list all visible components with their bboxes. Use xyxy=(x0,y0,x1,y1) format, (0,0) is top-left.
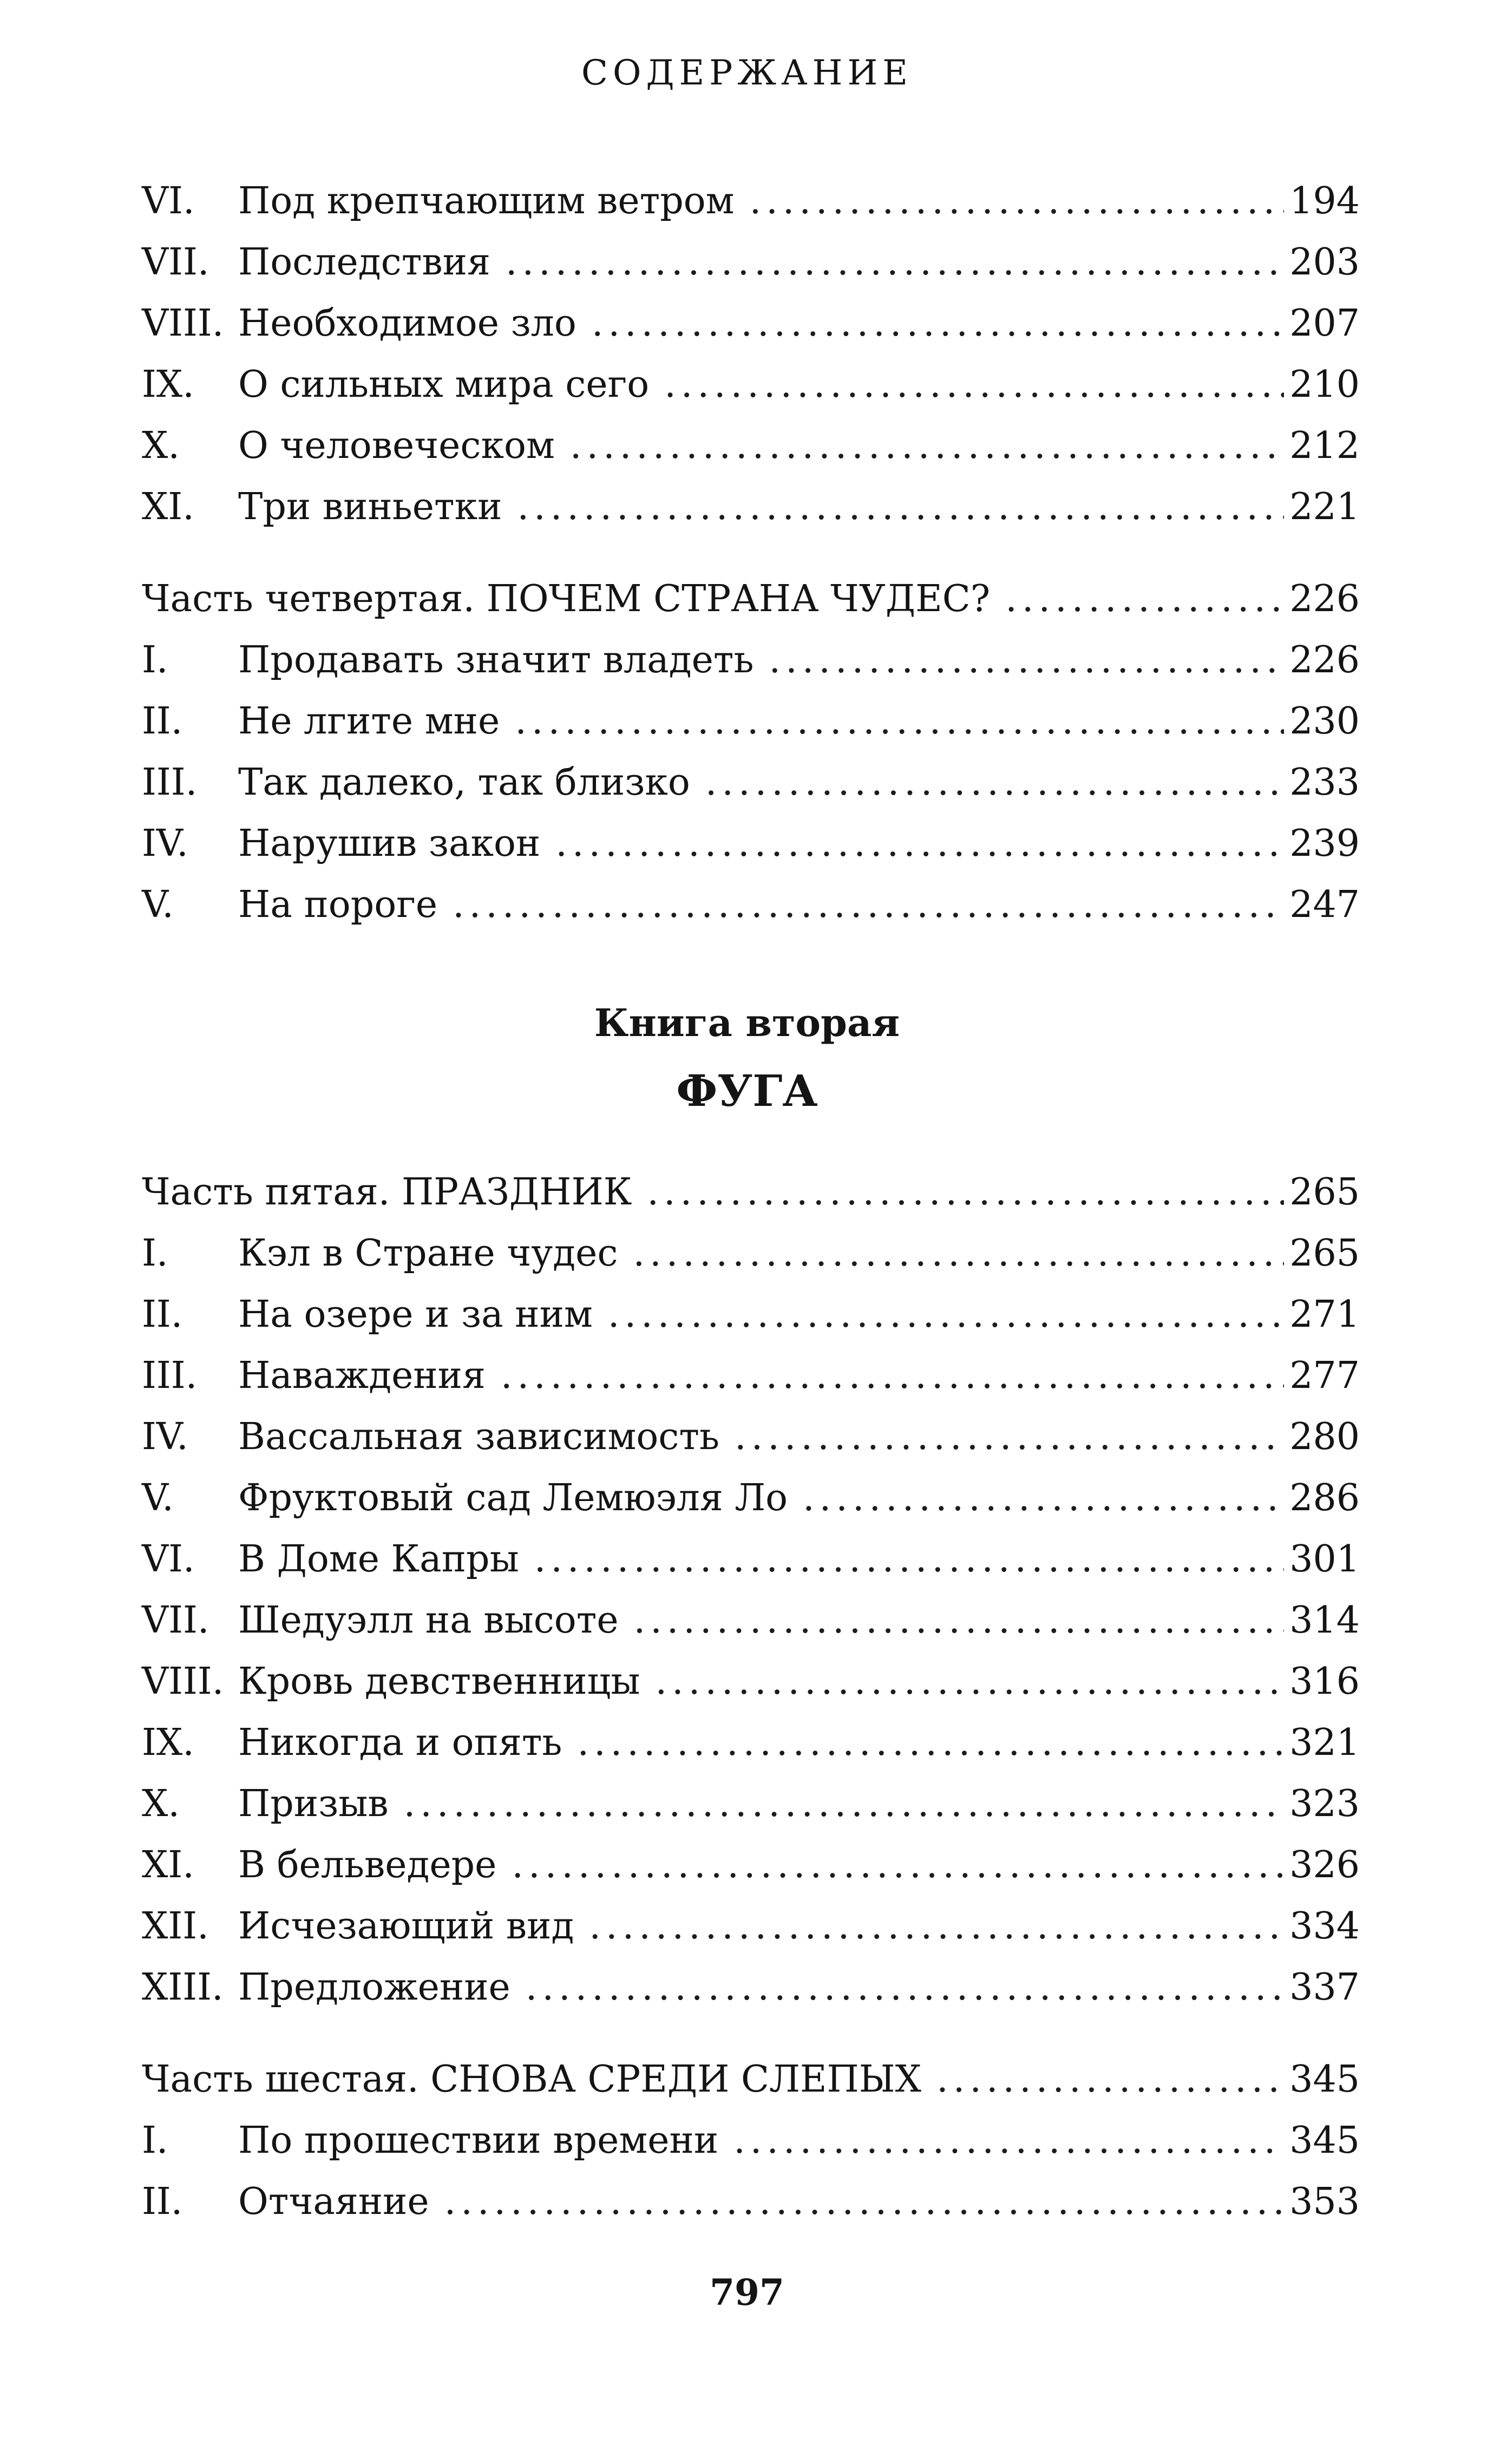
part-title: Часть шестая. СНОВА СРЕДИ СЛЕПЫХ xyxy=(142,2058,922,2101)
chapter-number: III. xyxy=(142,761,198,804)
chapter-number: II. xyxy=(142,2180,183,2223)
chapter-title: По прошествии времени xyxy=(238,2119,719,2162)
page-number: 271 xyxy=(1289,1293,1360,1336)
chapter-number: IX. xyxy=(142,1721,194,1764)
dot-leader xyxy=(647,1168,1284,1217)
page-number: 321 xyxy=(1289,1721,1360,1764)
dot-leader xyxy=(534,1535,1285,1584)
page-number: 247 xyxy=(1289,883,1360,926)
toc-entry xyxy=(142,1290,1360,1339)
chapter-title: О сильных мира сего xyxy=(238,363,650,406)
toc-entry xyxy=(142,1229,1360,1278)
dot-leader xyxy=(589,1902,1284,1951)
chapter-title: Наваждения xyxy=(238,1354,486,1397)
page-number: 210 xyxy=(1289,363,1360,406)
chapter-number: II. xyxy=(142,1293,183,1336)
chapter-number: V. xyxy=(142,883,174,926)
chapter-title: Вассальная зависимость xyxy=(238,1416,720,1458)
chapter-title: Предложение xyxy=(238,1966,510,2009)
running-head: СОДЕРЖАНИЕ xyxy=(581,53,913,93)
toc-entry xyxy=(142,1902,1360,1951)
page-number: 277 xyxy=(1289,1354,1360,1397)
page-folio: 797 xyxy=(710,2271,784,2314)
dot-leader xyxy=(634,1596,1285,1645)
chapter-number: VI. xyxy=(142,1538,195,1581)
page-number: 265 xyxy=(1289,1171,1360,1214)
chapter-number: III. xyxy=(142,1354,198,1397)
dot-leader xyxy=(577,1719,1284,1767)
page-number: 323 xyxy=(1289,1783,1360,1825)
chapter-number: VII. xyxy=(142,1599,209,1642)
dot-leader xyxy=(444,2178,1285,2226)
page-number: 280 xyxy=(1289,1416,1360,1458)
page-number: 326 xyxy=(1289,1844,1360,1886)
part-heading xyxy=(142,1168,1360,1217)
chapter-title: Шедуэлл на высоте xyxy=(238,1599,619,1642)
page-number: 233 xyxy=(1289,761,1360,804)
page-number: 212 xyxy=(1289,424,1360,467)
chapter-number: XII. xyxy=(142,1905,209,1948)
dot-leader xyxy=(404,1780,1285,1829)
chapter-number: IV. xyxy=(142,822,188,865)
dot-leader xyxy=(803,1474,1284,1523)
dot-leader xyxy=(512,1841,1284,1890)
dot-leader xyxy=(735,1413,1284,1462)
chapter-title: На пороге xyxy=(238,883,438,926)
toc-entry xyxy=(142,2116,1360,2165)
chapter-number: IV. xyxy=(142,1416,188,1458)
page-number: 194 xyxy=(1289,180,1360,222)
chapter-title: Так далеко, так близко xyxy=(238,761,690,804)
toc-entry xyxy=(142,1596,1360,1645)
toc-entry xyxy=(142,1719,1360,1767)
chapter-number: I. xyxy=(142,2119,168,2162)
chapter-title: Отчаяние xyxy=(238,2180,429,2223)
chapter-title: На озере и за ним xyxy=(238,1293,593,1336)
chapter-number: VIII. xyxy=(142,1660,224,1703)
chapter-number: VI. xyxy=(142,180,195,222)
chapter-title: Продавать значит владеть xyxy=(238,639,754,681)
chapter-title: Под крепчающим ветром xyxy=(238,180,735,222)
chapter-title: Необходимое зло xyxy=(238,302,576,345)
page-number: 203 xyxy=(1289,241,1360,284)
chapter-number: IX. xyxy=(142,363,194,406)
page-number: 334 xyxy=(1289,1905,1360,1948)
page-number: 286 xyxy=(1289,1477,1360,1519)
chapter-number: X. xyxy=(142,424,180,467)
toc-entry xyxy=(142,1841,1360,1890)
page-number: 230 xyxy=(1289,700,1360,743)
chapter-title: Кэл в Стране чудес xyxy=(238,1232,618,1275)
page-number: 226 xyxy=(1289,578,1360,620)
chapter-title: Последствия xyxy=(238,241,490,284)
page-number: 265 xyxy=(1289,1232,1360,1275)
chapter-title: В Доме Капры xyxy=(238,1538,519,1581)
chapter-number: VII. xyxy=(142,241,209,284)
dot-leader xyxy=(655,1657,1284,1706)
page-number: 314 xyxy=(1289,1599,1360,1642)
dot-leader xyxy=(501,1352,1284,1400)
chapter-number: XI. xyxy=(142,1844,194,1886)
chapter-number: I. xyxy=(142,1232,168,1275)
book-label: Книга вторая xyxy=(594,1000,900,1045)
dot-leader xyxy=(526,1963,1284,2012)
chapter-title: Призыв xyxy=(238,1783,389,1825)
page-number: 221 xyxy=(1289,486,1360,528)
chapter-title: Не лгите мне xyxy=(238,700,500,743)
chapter-title: Фруктовый сад Лемюэля Ло xyxy=(238,1477,788,1519)
chapter-title: Нарушив закон xyxy=(238,822,541,865)
chapter-number: V. xyxy=(142,1477,174,1519)
dot-leader xyxy=(608,1290,1284,1339)
part-heading xyxy=(142,2055,1360,2104)
dot-leader xyxy=(633,1229,1284,1278)
part-title: Часть четвертая. ПОЧЕМ СТРАНА ЧУДЕС? xyxy=(142,578,991,620)
chapter-title: Кровь девственницы xyxy=(238,1660,640,1703)
toc-entry xyxy=(142,1413,1360,1462)
page-number: 239 xyxy=(1289,822,1360,865)
toc-entry xyxy=(142,1474,1360,1523)
page-number: 337 xyxy=(1289,1966,1360,2009)
book-title: ФУГА xyxy=(676,1065,818,1116)
dot-leader xyxy=(733,2116,1284,2165)
table-of-contents-book-two xyxy=(142,0,1360,2464)
toc-entry xyxy=(142,1780,1360,1829)
toc-entry xyxy=(142,1352,1360,1400)
page-number: 301 xyxy=(1289,1538,1360,1581)
toc-entry xyxy=(142,1657,1360,1706)
page-number: 316 xyxy=(1289,1660,1360,1703)
chapter-number: X. xyxy=(142,1783,180,1825)
toc-entry xyxy=(142,2178,1360,2226)
chapter-title: Исчезающий вид xyxy=(238,1905,574,1948)
page-number: 353 xyxy=(1289,2180,1360,2223)
chapter-title: Никогда и опять xyxy=(238,1721,562,1764)
chapter-number: XI. xyxy=(142,486,194,528)
chapter-number: I. xyxy=(142,639,168,681)
page-number: 345 xyxy=(1289,2119,1360,2162)
chapter-number: XIII. xyxy=(142,1966,224,2009)
part-title: Часть пятая. ПРАЗДНИК xyxy=(142,1171,632,1214)
dot-leader xyxy=(936,2055,1284,2104)
chapter-title: О человеческом xyxy=(238,424,555,467)
chapter-title: Три виньетки xyxy=(238,486,502,528)
toc-entry xyxy=(142,1535,1360,1584)
chapter-number: II. xyxy=(142,700,183,743)
chapter-number: VIII. xyxy=(142,302,224,345)
toc-entry xyxy=(142,1963,1360,2012)
page-number: 345 xyxy=(1289,2058,1360,2101)
page-number: 207 xyxy=(1289,302,1360,345)
chapter-title: В бельведере xyxy=(238,1844,497,1886)
page-number: 226 xyxy=(1289,639,1360,681)
